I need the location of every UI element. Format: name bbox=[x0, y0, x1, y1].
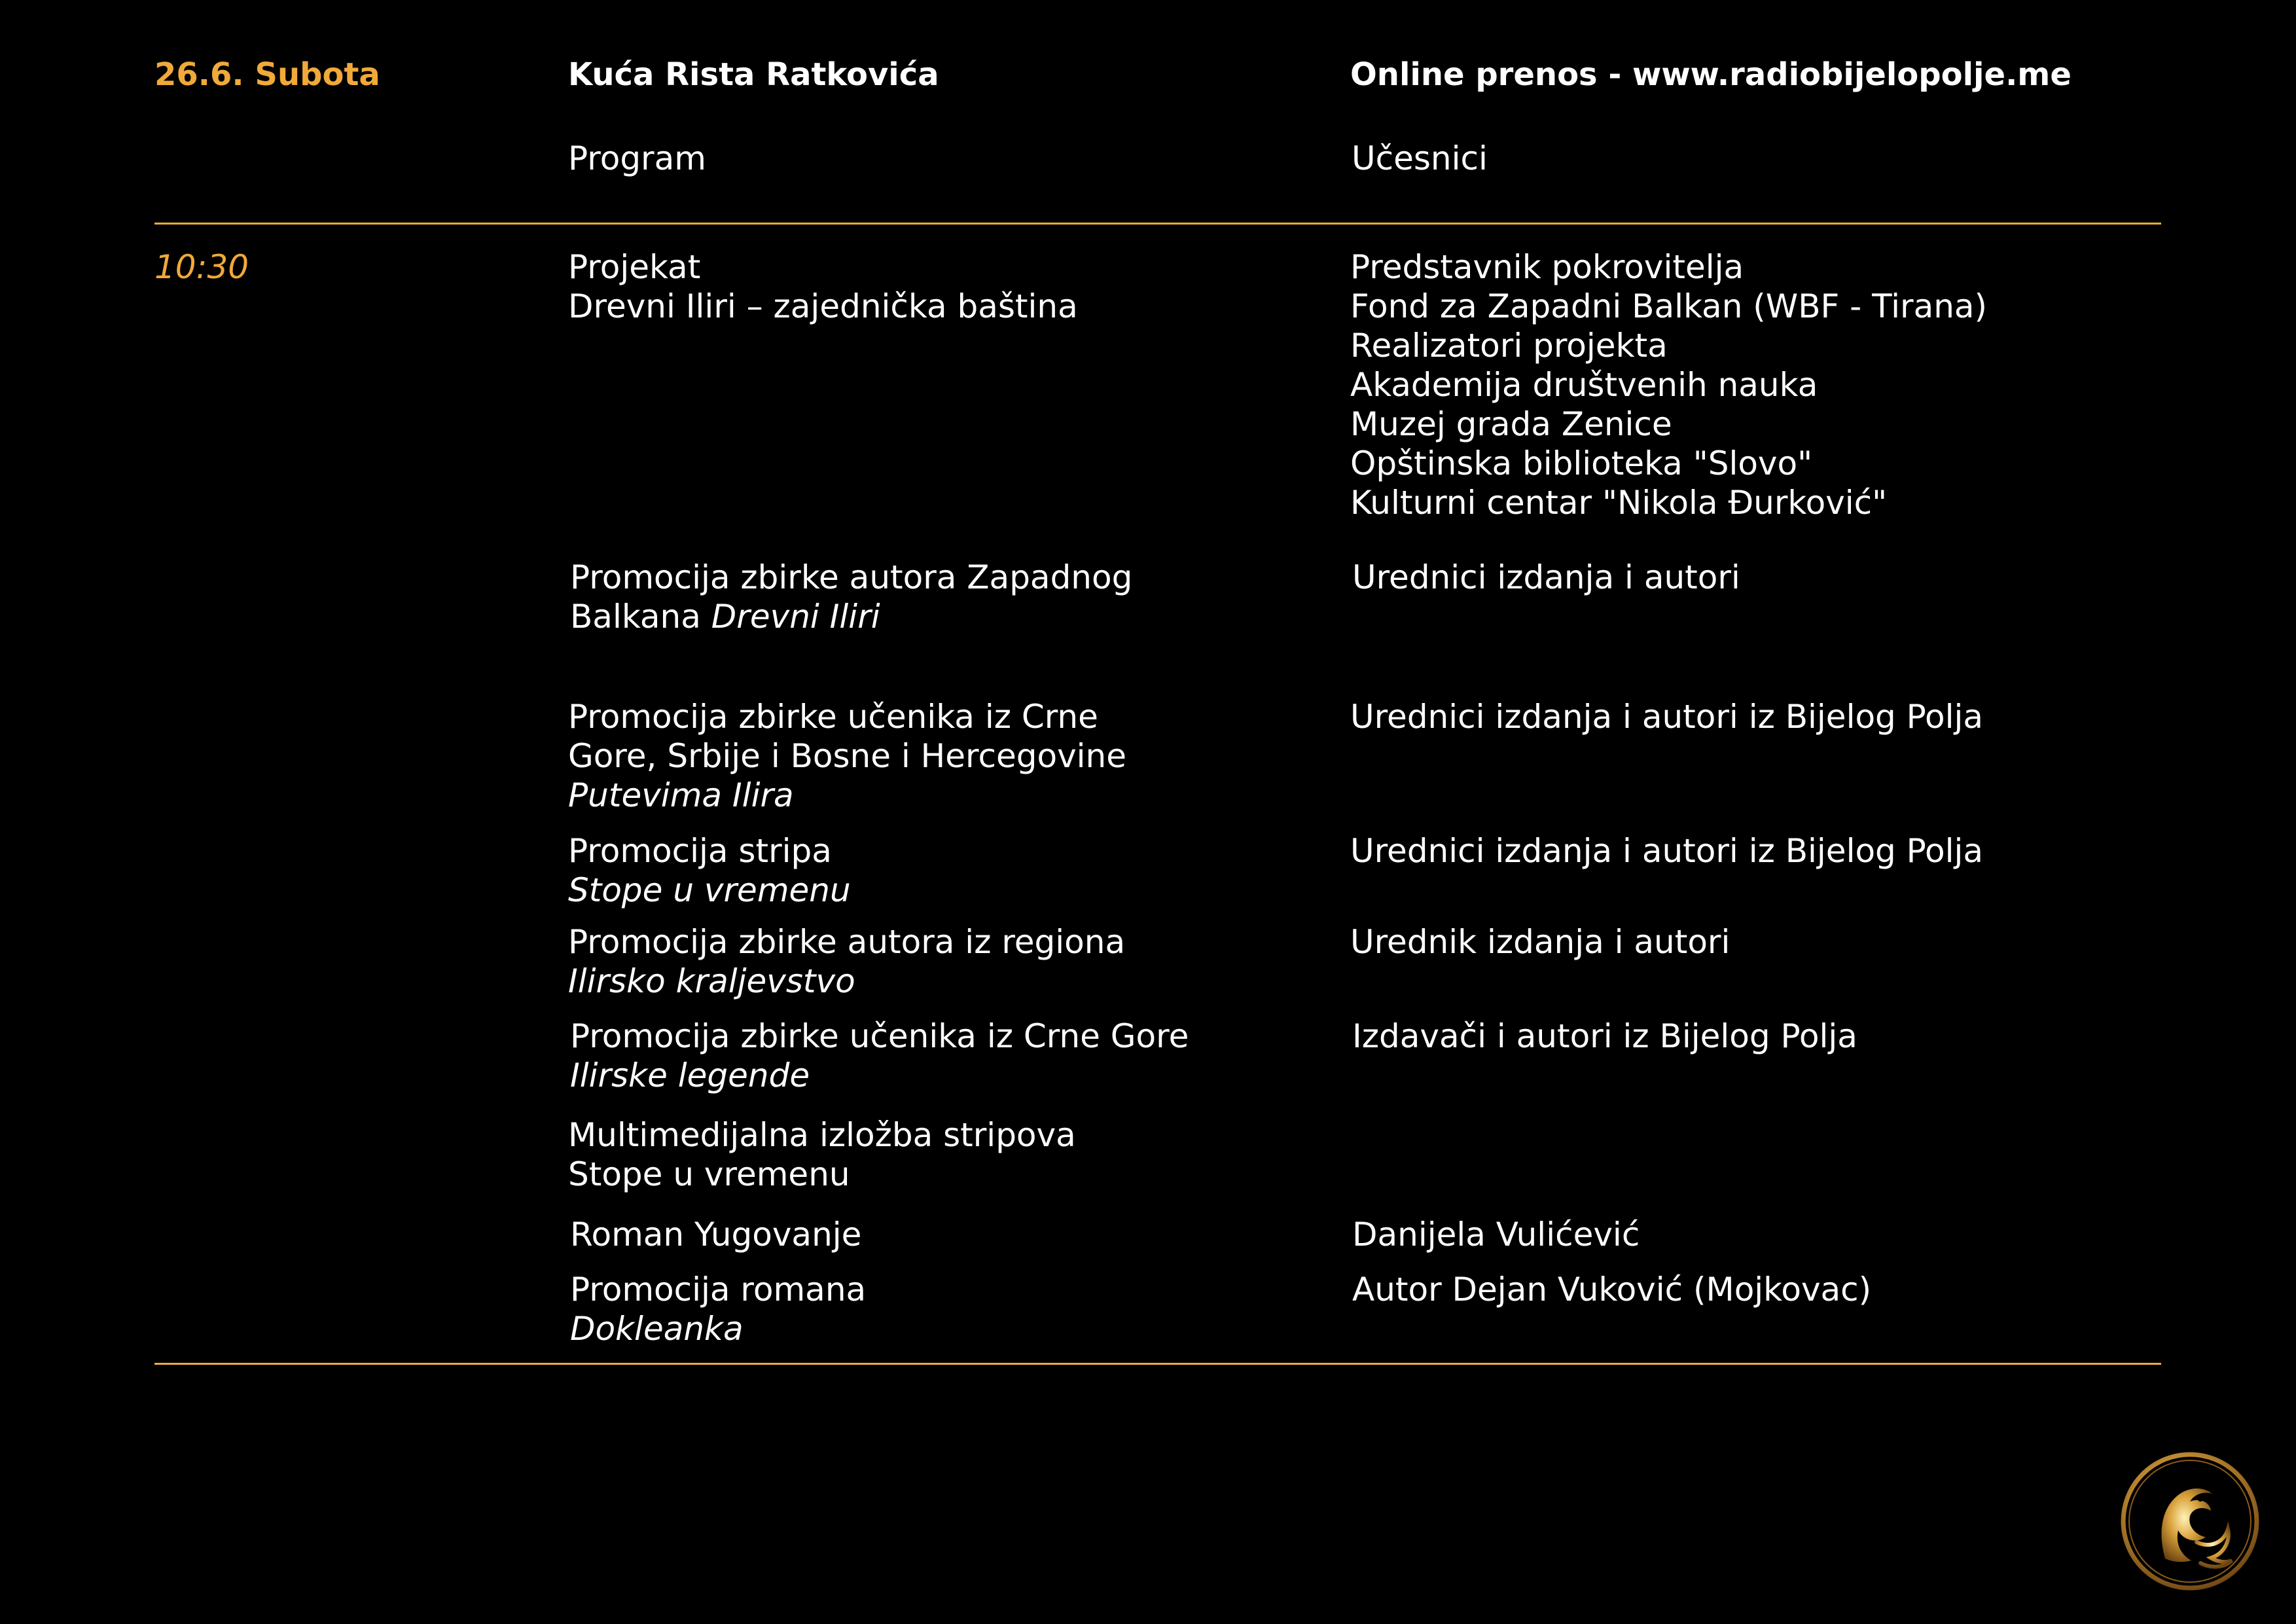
program-line: Drevni Iliri – zajednička baština bbox=[568, 287, 1078, 325]
program-line: Promocija zbirke učenika iz Crne bbox=[568, 698, 1098, 736]
participant-line: Muzej grada Zenice bbox=[1350, 405, 1672, 443]
participants-item-students-collection bbox=[1350, 697, 1983, 736]
program-item-regional-collection bbox=[568, 922, 1125, 1001]
program-item-exhibition bbox=[568, 1115, 1076, 1194]
program-item-montenegro-collection bbox=[570, 1017, 1189, 1095]
program-line: Promocija zbirke učenika iz Crne Gore bbox=[570, 1017, 1189, 1055]
program-item-project bbox=[568, 247, 1078, 326]
participant-line: Urednici izdanja i autori iz Bijelog Polja bbox=[1350, 698, 1984, 736]
participants-item-novel-yugovanje bbox=[1352, 1215, 1640, 1254]
participant-line: Danijela Vulićević bbox=[1352, 1216, 1640, 1254]
program-line: Promocija zbirke autora Zapadnog bbox=[570, 558, 1133, 596]
program-line: Promocija zbirke autora iz regiona bbox=[568, 923, 1126, 961]
program-line: Promocija stripa bbox=[568, 832, 832, 870]
event-date: 26.6. Subota bbox=[154, 56, 380, 93]
participants-column-label: Učesnici bbox=[1352, 139, 1488, 177]
program-item-students-collection bbox=[568, 697, 1126, 815]
program-column-label: Program bbox=[568, 139, 706, 177]
book-title: Stope u vremenu bbox=[568, 871, 851, 909]
participant-line: Urednik izdanja i autori bbox=[1350, 923, 1731, 961]
participants-item-regional-collection bbox=[1350, 922, 1730, 962]
program-item-novel-dokleanka bbox=[570, 1270, 866, 1348]
book-title: Ilirsko kraljevstvo bbox=[568, 962, 855, 1000]
venue-title: Kuća Rista Ratkovića bbox=[568, 56, 939, 93]
book-title: Ilirske legende bbox=[570, 1056, 810, 1094]
program-line: Multimedijalna izložba stripova bbox=[568, 1116, 1076, 1154]
program-line: Gore, Srbije i Bosne i Hercegovine bbox=[568, 737, 1127, 775]
program-line: Promocija romana bbox=[570, 1271, 867, 1308]
participant-line: Realizatori projekta bbox=[1350, 327, 1668, 365]
participant-line: Urednici izdanja i autori iz Bijelog Polja bbox=[1350, 832, 1984, 870]
book-title: Drevni Iliri bbox=[711, 598, 880, 636]
program-item-comic bbox=[568, 831, 851, 910]
online-stream-info: Online prenos - www.radiobijelopolje.me bbox=[1350, 56, 2072, 93]
book-title: Putevima Ilira bbox=[568, 776, 794, 814]
program-line: Stope u vremenu bbox=[568, 1155, 850, 1193]
program-item-western-balkans bbox=[570, 558, 1132, 636]
participant-line: Izdavači i autori iz Bijelog Polja bbox=[1352, 1017, 1857, 1055]
program-text: Balkana bbox=[570, 598, 711, 636]
event-time: 10:30 bbox=[154, 248, 249, 286]
participant-line: Akademija društvenih nauka bbox=[1350, 366, 1818, 404]
participants-item-montenegro-collection bbox=[1352, 1017, 1857, 1056]
participants-item-novel-dokleanka bbox=[1352, 1270, 1871, 1309]
participant-line: Opštinska biblioteka "Slovo" bbox=[1350, 444, 1813, 482]
participant-line: Predstavnik pokrovitelja bbox=[1350, 248, 1744, 286]
participant-line: Kulturni centar "Nikola Đurković" bbox=[1350, 484, 1888, 522]
participants-item-comic bbox=[1350, 831, 1983, 871]
dragon-emblem-icon bbox=[2119, 1451, 2261, 1592]
program-line bbox=[570, 597, 1132, 636]
program-line: Projekat bbox=[568, 248, 701, 286]
program-item-novel-yugovanje bbox=[570, 1215, 861, 1254]
participant-line: Autor Dejan Vuković (Mojkovac) bbox=[1352, 1271, 1872, 1308]
footer-divider bbox=[154, 1363, 2161, 1365]
logo-graphic bbox=[2119, 1451, 2261, 1592]
participant-line: Urednici izdanja i autori bbox=[1352, 558, 1740, 596]
participant-line: Fond za Zapadni Balkan (WBF - Tirana) bbox=[1350, 287, 1988, 325]
participants-item-project bbox=[1350, 247, 1987, 522]
book-title: Dokleanka bbox=[570, 1310, 744, 1348]
participants-item-western-balkans bbox=[1352, 558, 1740, 597]
program-line: Roman Yugovanje bbox=[570, 1216, 862, 1254]
header-divider bbox=[154, 223, 2161, 225]
